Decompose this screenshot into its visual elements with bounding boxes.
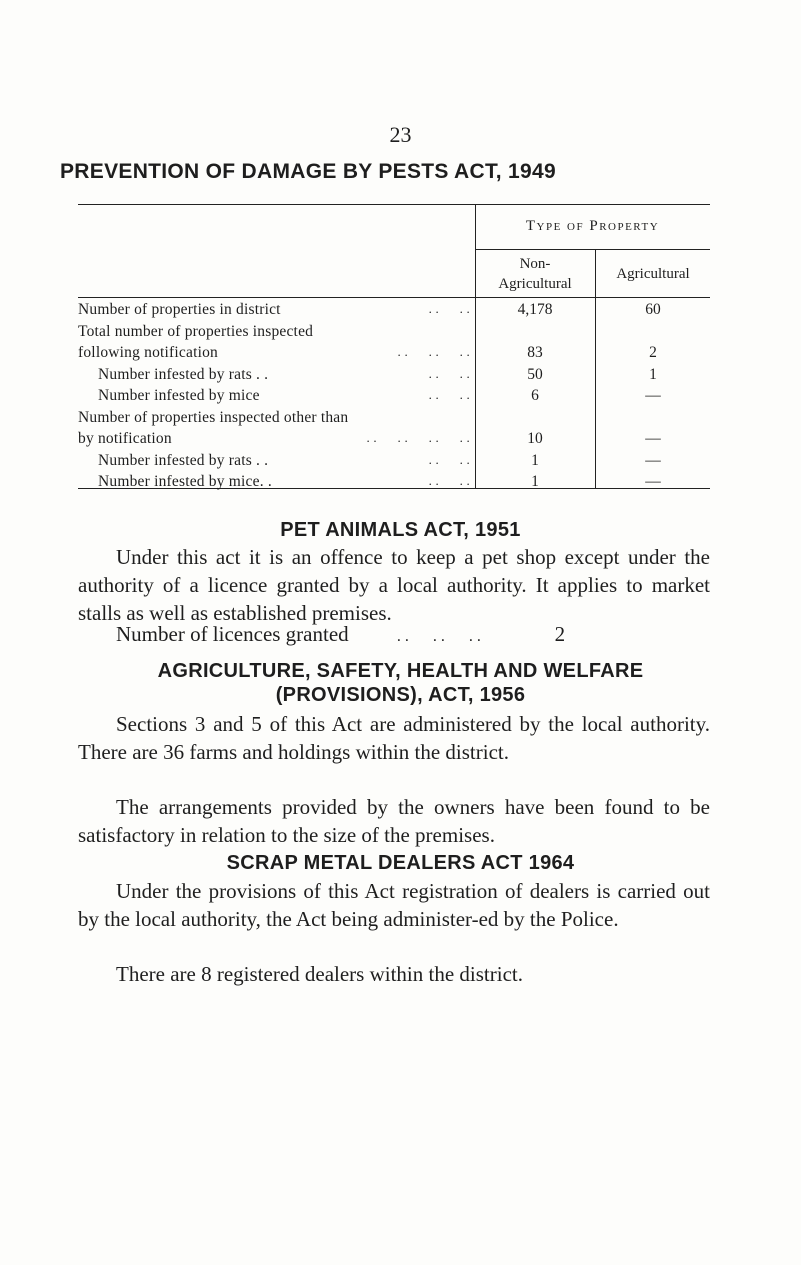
page-number: 23 xyxy=(389,122,412,147)
scrap-metal-paragraph-1: Under the provisions of this Act registration of dealers is carried out by the local authority, the Act being administer-ed by the Police. xyxy=(78,879,710,931)
table-row-leader: . . . . xyxy=(428,365,470,381)
table-cell-agricultural: — xyxy=(645,451,661,469)
agriculture-paragraph-2: The arrangements provided by the owners have been found to be satisfactory in relation to the size of the premises. xyxy=(78,795,710,847)
table-cell-non-agricultural: 10 xyxy=(527,430,543,447)
table-row-label: Total number of properties inspected xyxy=(78,322,314,340)
licences-granted-label: Number of licences granted xyxy=(116,622,349,646)
licences-granted-value: 2 xyxy=(554,622,566,646)
table-row-label: Number infested by rats . . xyxy=(98,451,269,469)
table-cell-non-agricultural: 4,178 xyxy=(517,301,553,318)
table-cell-agricultural: — xyxy=(645,473,661,490)
table-cell-non-agricultural: 50 xyxy=(527,365,543,383)
table-cell-non-agricultural: 6 xyxy=(531,387,539,404)
table-row-leader: . . . . xyxy=(428,301,470,316)
table-top-rule xyxy=(78,204,710,205)
table-row-leader: . . . . xyxy=(428,451,470,467)
column-header-agricultural: Agricultural xyxy=(616,266,690,282)
agriculture-heading-line1: AGRICULTURE, SAFETY, HEALTH AND WELFARE xyxy=(157,660,644,682)
table-row-leader: . . . . xyxy=(428,473,470,488)
type-of-property-header: Type of Property xyxy=(525,218,660,234)
table-cell-agricultural: — xyxy=(645,387,661,404)
table-row-leader: . . . . . . . . xyxy=(366,430,470,445)
table-cell-non-agricultural: 1 xyxy=(531,473,539,490)
table-row-label: Number infested by rats . . xyxy=(98,365,269,383)
agriculture-heading-line2: (PROVISIONS), ACT, 1956 xyxy=(275,684,526,706)
page-title: PREVENTION OF DAMAGE BY PESTS ACT, 1949 xyxy=(60,160,556,183)
table-cell-non-agricultural: 1 xyxy=(531,451,539,469)
table-cell-agricultural: 60 xyxy=(645,301,661,318)
table-row-label: Number of properties inspected other than xyxy=(78,408,349,426)
table-row-label: Number of properties in district xyxy=(78,301,281,318)
table-row-label: following notification xyxy=(78,344,219,361)
scrap-metal-heading: SCRAP METAL DEALERS ACT 1964 xyxy=(226,852,575,874)
column-header-non-agricultural: Non- Agricultural xyxy=(498,256,572,292)
table-row-leader: . . . . xyxy=(428,387,470,402)
pests-table xyxy=(78,204,710,489)
table-row-label: Number infested by mice. . xyxy=(98,473,272,490)
table-cell-non-agricultural: 83 xyxy=(527,344,543,361)
table-row-label: by notification xyxy=(78,430,172,447)
table-header-rule xyxy=(78,297,710,298)
table-cell-agricultural: 2 xyxy=(649,344,657,361)
table-row-label: Number infested by mice xyxy=(98,387,260,404)
pet-animals-paragraph: Under this act it is an offence to keep a pet shop except under the authority of a licence granted by a local authority. It applies to market stalls as well as established premises. xyxy=(78,545,710,625)
table-group-rule xyxy=(475,249,710,250)
licences-granted-line xyxy=(116,622,565,647)
agriculture-paragraph-1: Sections 3 and 5 of this Act are administered by the local authority. There are 36 farms and holdings within the district. xyxy=(78,712,710,764)
scrap-metal-paragraph-2: There are 8 registered dealers within the district. xyxy=(116,962,523,986)
table-cell-agricultural: 1 xyxy=(649,365,657,383)
table-cell-agricultural: — xyxy=(645,430,661,447)
licences-granted-leader: . . . . . . xyxy=(396,628,481,645)
pet-animals-heading: PET ANIMALS ACT, 1951 xyxy=(280,519,521,541)
table-row-leader: . . . . . . xyxy=(397,344,470,359)
